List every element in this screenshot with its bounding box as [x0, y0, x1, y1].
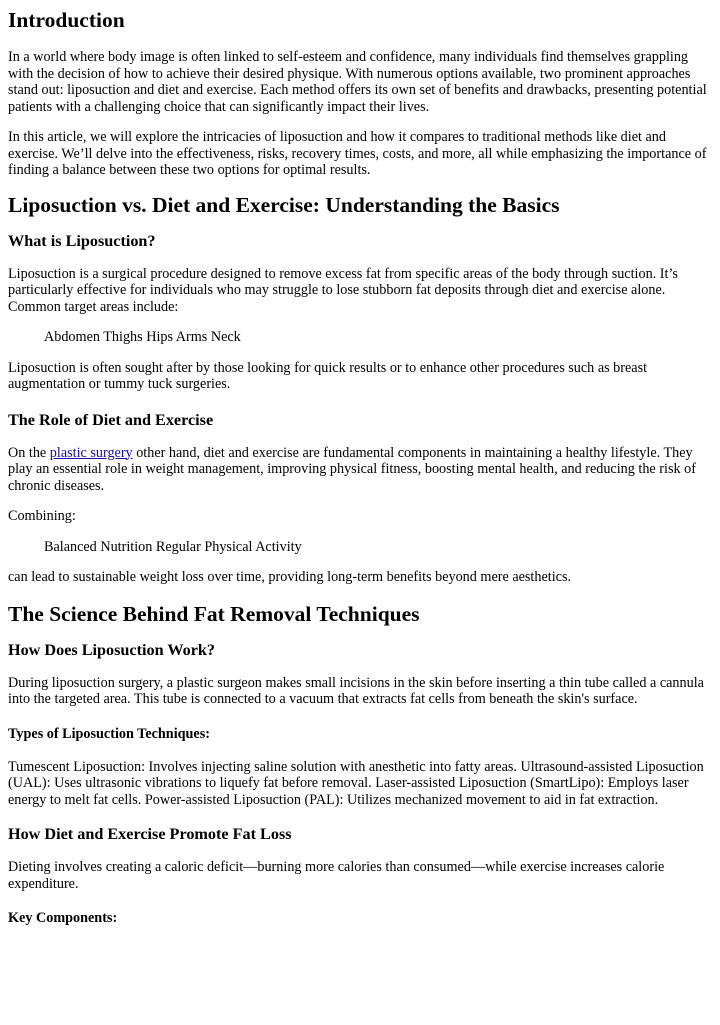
article [0, 8, 712, 927]
heading-what-is-liposuction: What is Liposuction? [8, 231, 156, 250]
role-paragraph-prefix: On the [8, 444, 50, 461]
role-paragraph-2: can lead to sustainable weight loss over time, providing long-term benefits beyond mere aesthetics. [8, 569, 572, 585]
what-is-paragraph-1: Liposuction is a surgical procedure designed to remove excess fat from specific areas of the body through suction. It’s particularly effective for individuals who may struggle to lose stubborn fat deposits through diet and exercise alone. Common target areas include: [8, 265, 678, 315]
types-paragraph: Tumescent Liposuction: Involves injecting saline solution with anesthetic into fatty areas. Ultrasound-assisted Liposuction (UAL): Uses ultrasonic vibrations to liquefy fat before removal. Laser-assisted Liposuction (SmartLipo): Employs laser energy to melt fat cells. Power-assisted Liposuction (PAL): Utilizes mechanized movement to aid in fat extraction. [8, 758, 704, 808]
heading-key-components: Key Components: [8, 910, 118, 926]
heading-introduction: Introduction [8, 8, 125, 32]
what-is-paragraph-2: Liposuction is often sought after by those looking for quick results or to enhance other procedures such as breast augmentation or tummy tuck surgeries. [8, 359, 648, 392]
plastic-surgery-link[interactable]: plastic surgery [49, 444, 133, 461]
target-areas-list: Abdomen Thighs Hips Arms Neck [44, 329, 241, 345]
heading-diet-exercise-fat-loss: How Diet and Exercise Promote Fat Loss [8, 825, 292, 843]
diet-paragraph: Dieting involves creating a caloric deficit—burning more calories than consumed—while exercise increases calorie expenditure. [8, 859, 665, 892]
heading-role-of-diet-exercise: The Role of Diet and Exercise [8, 410, 214, 429]
role-paragraph-suffix: other hand, diet and exercise are fundamental components in maintaining a healthy lifestyle. They play an essential role in weight management, improving physical fitness, boosting mental health, and reducing the risk of chronic diseases. [8, 444, 696, 494]
combining-label: Combining: [8, 508, 76, 524]
intro-paragraph-1: In a world where body image is often linked to self-esteem and confidence, many individuals find themselves grappling with the decision of how to achieve their desired physique. With numerous options available, two prominent approaches stand out: liposuction and diet and exercise. Each method offers its own set of benefits and drawbacks, presenting potential patients with a challenging choice that can significantly impact their lives. [8, 49, 707, 115]
heading-science: The Science Behind Fat Removal Techniques [8, 601, 420, 626]
how-lipo-paragraph: During liposuction surgery, a plastic surgeon makes small incisions in the skin before inserting a thin tube called a cannula into the targeted area. This tube is connected to a vacuum that extracts fat cells from beneath the skin's surface. [8, 674, 704, 707]
heading-how-liposuction-works: How Does Liposuction Work? [8, 640, 216, 659]
heading-types-of-liposuction: Types of Liposuction Techniques: [8, 725, 210, 742]
intro-paragraph-2: In this article, we will explore the intricacies of liposuction and how it compares to traditional methods like diet and exercise. We’ll delve into the effectiveness, risks, recovery times, costs, and more, all while emphasizing the importance of finding a balance between these two options for optimal results. [8, 129, 707, 178]
combining-list: Balanced Nutrition Regular Physical Activity [44, 538, 302, 555]
heading-basics: Liposuction vs. Diet and Exercise: Understanding the Basics [8, 192, 560, 217]
role-paragraph-1 [8, 445, 712, 495]
